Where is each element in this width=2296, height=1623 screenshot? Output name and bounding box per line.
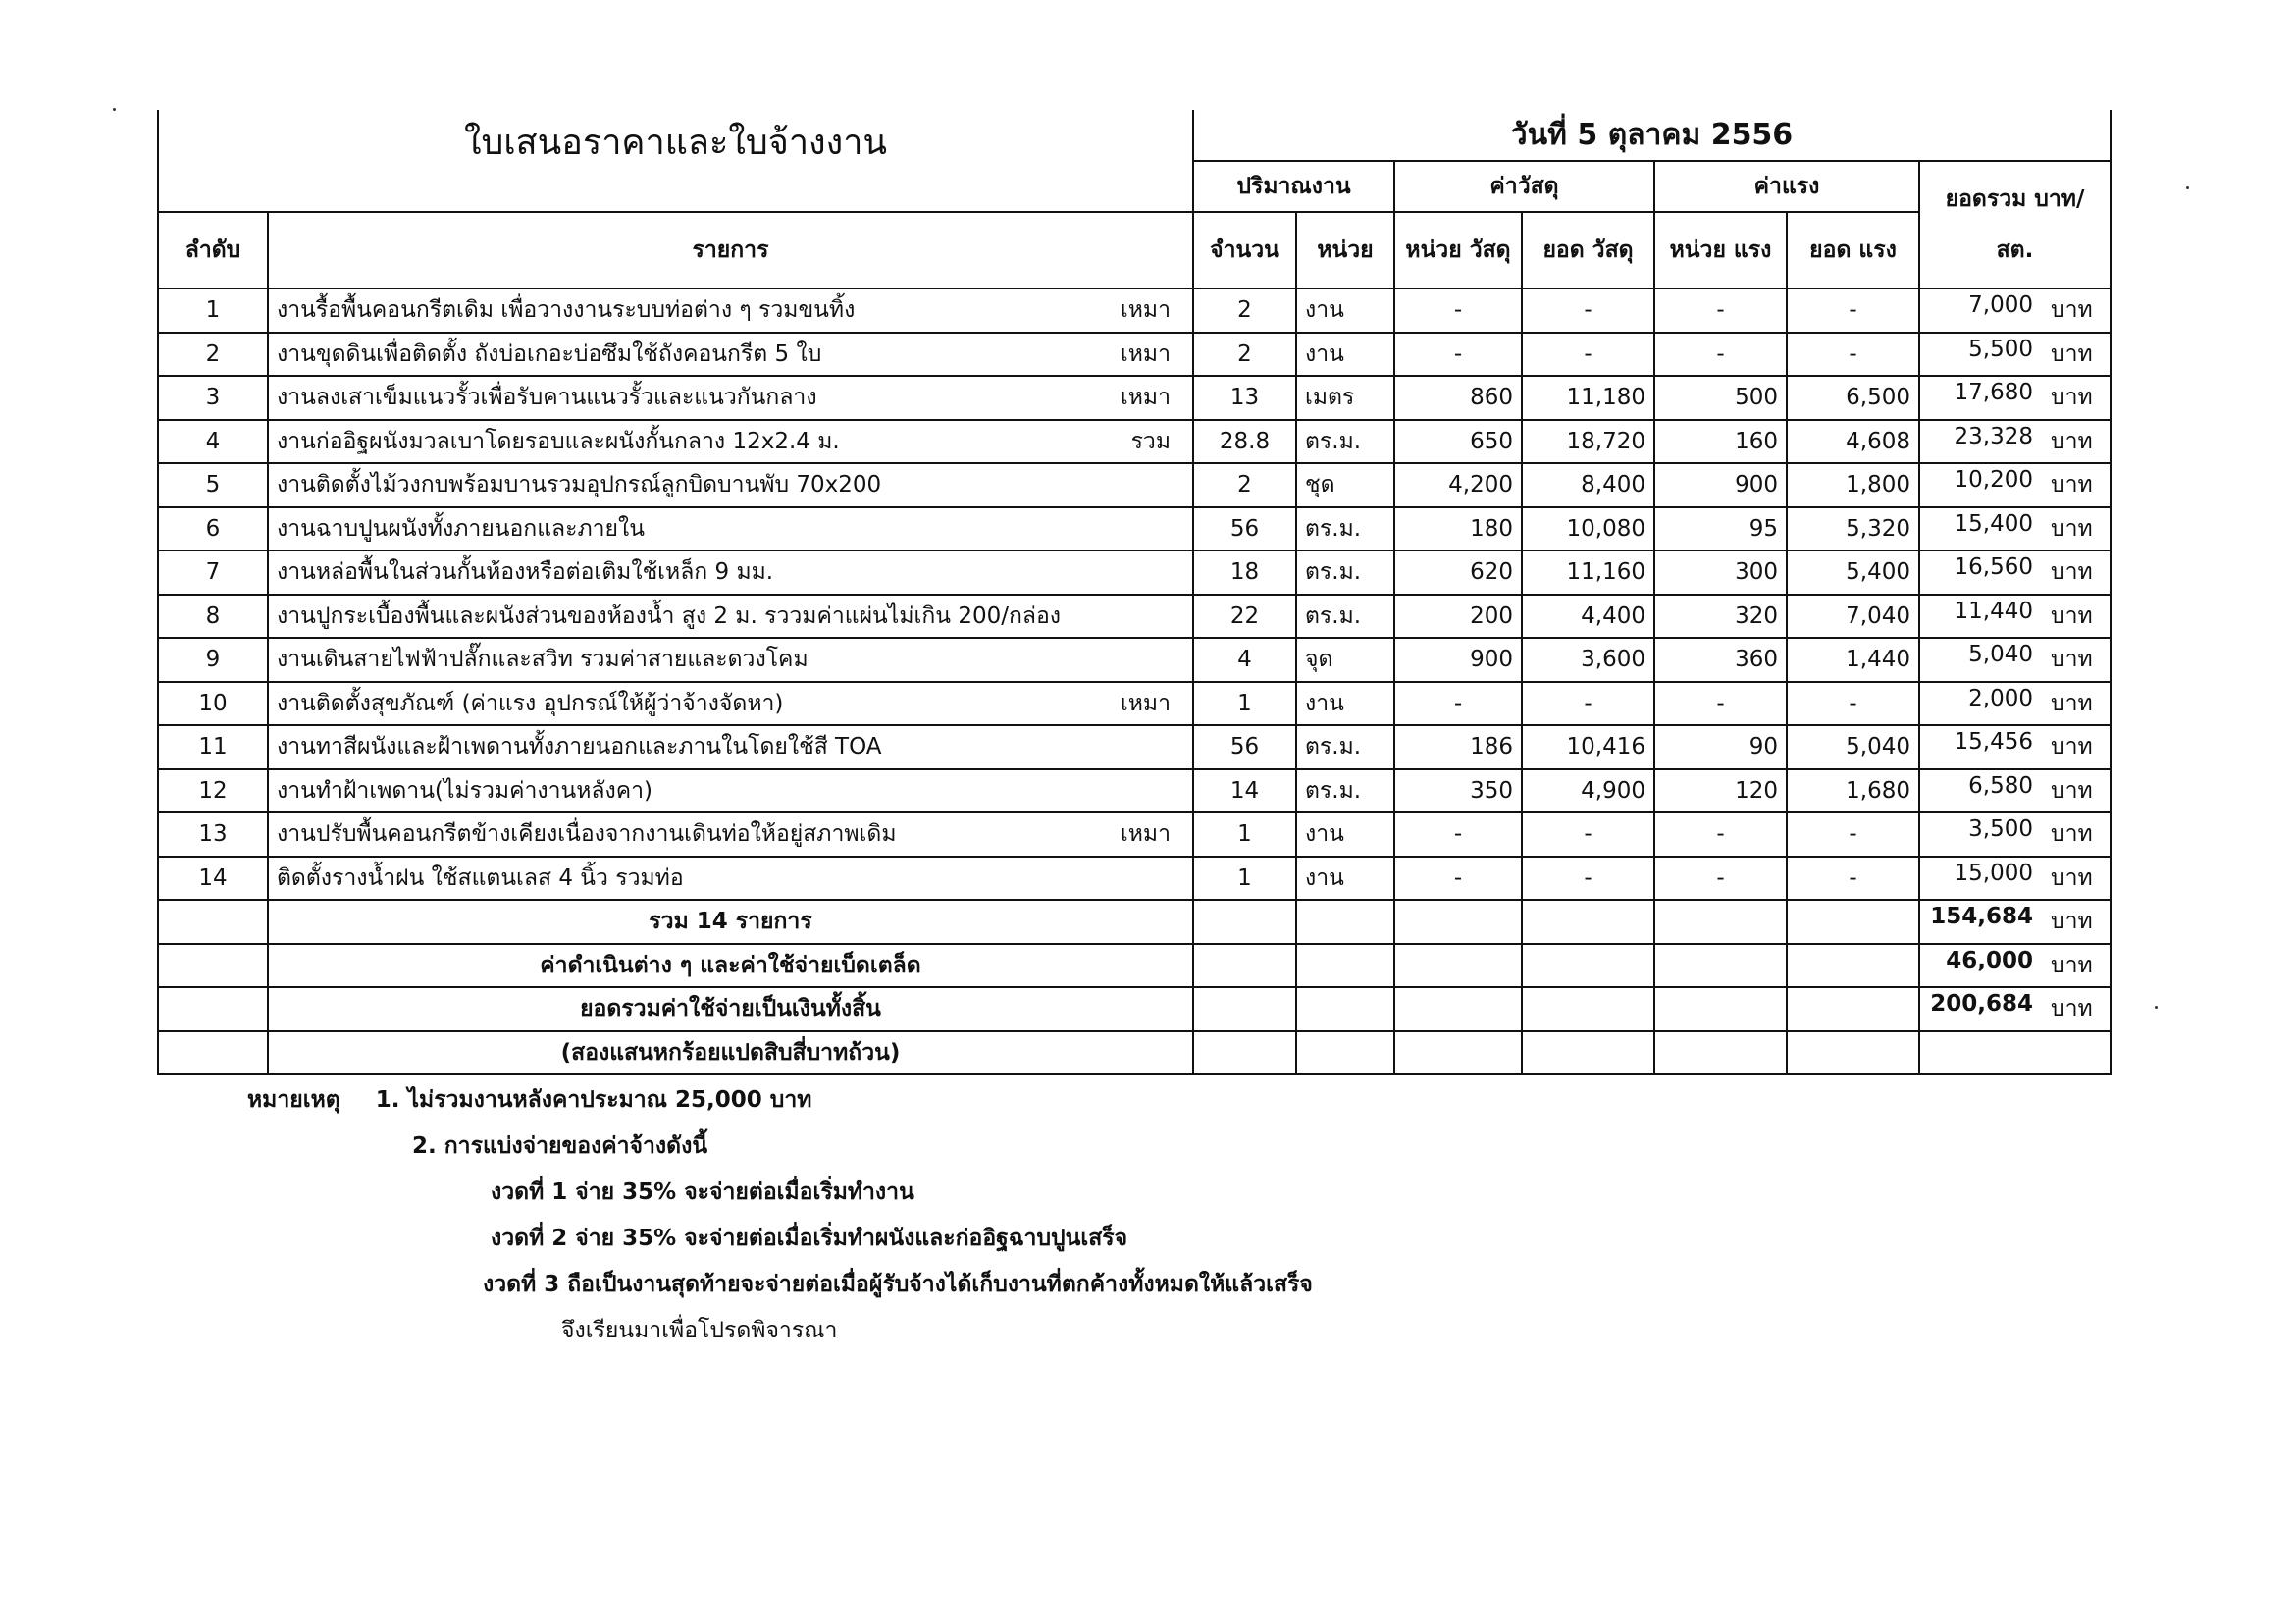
row-total: 2,000 <box>1968 685 2033 711</box>
row-lab-total: - <box>1787 812 1919 857</box>
row-mat-total: 4,400 <box>1522 595 1654 639</box>
summary-empty-cell <box>1522 944 1654 988</box>
summary-index-cell <box>158 900 268 944</box>
row-quantity: 56 <box>1193 725 1296 769</box>
summary-index-cell <box>158 987 268 1031</box>
row-total: 15,400 <box>1954 510 2033 537</box>
document-title-text: ใบเสนอราคาและใบจ้างงาน <box>463 123 888 163</box>
row-quantity: 4 <box>1193 638 1296 682</box>
row-mat-total: 10,080 <box>1522 507 1654 551</box>
row-unit: งาน <box>1296 812 1394 857</box>
summary-label: ยอดรวมค่าใช้จ่ายเป็นเงินทั้งสิ้น <box>268 987 1193 1031</box>
row-unit: ตร.ม. <box>1296 769 1394 813</box>
row-lab-unit: - <box>1654 288 1787 333</box>
row-description: งานหล่อพื้นในส่วนกั้นห้องหรือต่อเติมใช้เหล็ก 9 มม. <box>277 559 774 586</box>
row-description-cell <box>268 682 1193 726</box>
summary-empty-cell <box>1394 987 1522 1031</box>
row-total-wrap <box>1928 424 2102 459</box>
row-total-cell <box>1919 682 2111 726</box>
table-row <box>158 288 2111 333</box>
table-row <box>158 857 2111 901</box>
row-unit: งาน <box>1296 288 1394 333</box>
row-description-wrap <box>277 816 1184 852</box>
row-lab-total: 5,040 <box>1787 725 1919 769</box>
row-lab-total: - <box>1787 682 1919 726</box>
row-mat-total: 11,180 <box>1522 376 1654 420</box>
row-index: 10 <box>158 682 268 726</box>
header-quantity-group: ปริมาณงาน <box>1193 161 1394 212</box>
row-total: 11,440 <box>1954 598 2033 624</box>
row-lab-unit: 900 <box>1654 463 1787 507</box>
summary-empty-cell <box>1193 944 1296 988</box>
row-mat-total: 8,400 <box>1522 463 1654 507</box>
summary-empty-cell <box>1296 944 1394 988</box>
row-mat-unit: - <box>1394 682 1522 726</box>
row-unit: ตร.ม. <box>1296 725 1394 769</box>
row-description-cell <box>268 376 1193 420</box>
row-description-wrap <box>277 424 1184 459</box>
row-lab-total: 5,320 <box>1787 507 1919 551</box>
row-index: 1 <box>158 288 268 333</box>
row-total-wrap <box>1928 554 2102 590</box>
row-lab-total: 4,608 <box>1787 420 1919 464</box>
summary-index-cell <box>158 944 268 988</box>
summary-empty-cell <box>1787 1031 1919 1075</box>
row-description: งานรื้อพื้นคอนกรีตเดิม เพื่อวางงานระบบท่อต่าง ๆ รวมขนทิ้ง <box>277 297 856 324</box>
row-index: 8 <box>158 595 268 639</box>
row-quantity: 13 <box>1193 376 1296 420</box>
summary-total: 46,000 <box>1946 947 2033 973</box>
row-currency: บาท <box>2051 864 2093 891</box>
table-row <box>158 682 2111 726</box>
row-total: 7,000 <box>1968 292 2033 319</box>
summary-empty-cell <box>1654 900 1787 944</box>
row-lab-total: 1,440 <box>1787 638 1919 682</box>
row-description-cell <box>268 857 1193 901</box>
row-currency: บาท <box>2051 647 2093 673</box>
summary-empty-cell <box>1522 900 1654 944</box>
row-pricing-type: เหมา <box>1120 821 1171 848</box>
summary-label: รวม 14 รายการ <box>268 900 1193 944</box>
summary-total: 200,684 <box>1930 991 2033 1018</box>
row-total: 3,500 <box>1968 816 2033 843</box>
row-mat-total: 10,416 <box>1522 725 1654 769</box>
row-description-wrap <box>277 686 1184 721</box>
row-total: 10,200 <box>1954 467 2033 494</box>
row-quantity: 1 <box>1193 857 1296 901</box>
note-2: 2. การแบ่งจ่ายของค่าจ้างดังนี้ <box>412 1133 708 1159</box>
table-row <box>158 812 2111 857</box>
row-index: 2 <box>158 333 268 377</box>
row-mat-unit: 860 <box>1394 376 1522 420</box>
row-description-wrap <box>277 861 1184 896</box>
row-mat-total: - <box>1522 857 1654 901</box>
summary-total: 154,684 <box>1930 904 2033 930</box>
row-description: งานปูกระเบื้องพื้นและผนังส่วนของห้องน้ำ สูง 2 ม. รววมค่าแผ่นไม่เกิน 200/กล่อง <box>277 602 1062 629</box>
row-total-wrap <box>1928 773 2102 809</box>
row-mat-unit: - <box>1394 812 1522 857</box>
row-unit: ตร.ม. <box>1296 507 1394 551</box>
row-mat-unit: 4,200 <box>1394 463 1522 507</box>
row-total: 5,040 <box>1968 642 2033 668</box>
row-description-cell <box>268 550 1193 595</box>
row-description: งานทาสีผนังและฝ้าเพดานทั้งภายนอกและภานในโดยใช้สี TOA <box>277 734 882 760</box>
scan-speck <box>2155 1006 2158 1009</box>
row-mat-total: 18,720 <box>1522 420 1654 464</box>
row-quantity: 2 <box>1193 288 1296 333</box>
row-description: งานติดตั้งสุขภัณฑ์ (ค่าแรง อุปกรณ์ให้ผู้ว่าจ้างจัดหา) <box>277 690 784 716</box>
row-quantity: 22 <box>1193 595 1296 639</box>
table-row <box>158 550 2111 595</box>
row-total-cell <box>1919 288 2111 333</box>
row-unit: ตร.ม. <box>1296 420 1394 464</box>
installment-1: งวดที่ 1 จ่าย 35% จะจ่ายต่อเมื่อเริ่มทำงาน <box>491 1179 914 1205</box>
row-index: 4 <box>158 420 268 464</box>
summary-label: (สองแสนหกร้อยแปดสิบสี่บาทถ้วน) <box>268 1031 1193 1075</box>
row-total: 15,456 <box>1954 729 2033 756</box>
table-row <box>158 638 2111 682</box>
row-index: 14 <box>158 857 268 901</box>
summary-total-cell <box>1919 1031 2111 1075</box>
row-currency: บาท <box>2051 385 2093 411</box>
row-mat-unit: 200 <box>1394 595 1522 639</box>
row-mat-unit: 180 <box>1394 507 1522 551</box>
notes-section <box>247 1077 1313 1354</box>
row-description-wrap <box>277 467 1184 502</box>
row-currency: บาท <box>2051 777 2093 804</box>
row-total-wrap <box>1928 337 2102 372</box>
row-mat-total: 11,160 <box>1522 550 1654 595</box>
row-quantity: 14 <box>1193 769 1296 813</box>
closing-remark: จึงเรียนมาเพื่อโปรดพิจารณา <box>561 1318 838 1343</box>
row-index: 6 <box>158 507 268 551</box>
row-total: 17,680 <box>1954 380 2033 406</box>
row-unit: งาน <box>1296 333 1394 377</box>
row-pricing-type: เหมา <box>1120 340 1171 367</box>
table-row <box>158 595 2111 639</box>
table-row <box>158 333 2111 377</box>
row-total-cell <box>1919 376 2111 420</box>
row-currency: บาท <box>2051 515 2093 542</box>
row-currency: บาท <box>2051 472 2093 498</box>
row-lab-unit: 120 <box>1654 769 1787 813</box>
row-unit: เมตร <box>1296 376 1394 420</box>
row-description-cell <box>268 420 1193 464</box>
row-description: งานก่ออิฐผนังมวลเบาโดยรอบและผนังกั้นกลาง 12x2.4 ม. <box>277 428 840 454</box>
header-labor-group: ค่าแรง <box>1654 161 1919 212</box>
row-currency: บาท <box>2051 428 2093 454</box>
header-grand-total-text: ยอดรวม บาท/ สต. <box>1945 186 2085 263</box>
summary-empty-cell <box>1394 944 1522 988</box>
scan-speck <box>113 108 116 111</box>
row-description-wrap <box>277 642 1184 677</box>
row-lab-total: 1,800 <box>1787 463 1919 507</box>
note-1: 1. ไม่รวมงานหลังคาประมาณ 25,000 บาท <box>375 1087 812 1113</box>
row-quantity: 56 <box>1193 507 1296 551</box>
header-index: ลำดับ <box>158 212 268 288</box>
summary-empty-cell <box>1394 1031 1522 1075</box>
row-mat-total: 3,600 <box>1522 638 1654 682</box>
row-total-wrap <box>1928 816 2102 852</box>
header-quantity: จำนวน <box>1193 212 1296 288</box>
row-total-cell <box>1919 550 2111 595</box>
row-index: 9 <box>158 638 268 682</box>
row-total-wrap <box>1928 467 2102 502</box>
row-mat-total: - <box>1522 288 1654 333</box>
row-unit: ชุด <box>1296 463 1394 507</box>
summary-empty-cell <box>1394 900 1522 944</box>
row-lab-total: 6,500 <box>1787 376 1919 420</box>
summary-row <box>158 944 2111 988</box>
summary-currency: บาท <box>2051 952 2093 978</box>
row-lab-unit: 160 <box>1654 420 1787 464</box>
summary-empty-cell <box>1654 987 1787 1031</box>
summary-empty-cell <box>1296 900 1394 944</box>
summary-total-cell <box>1919 987 2111 1031</box>
row-total-cell <box>1919 507 2111 551</box>
row-description-wrap <box>277 292 1184 328</box>
row-mat-unit: 620 <box>1394 550 1522 595</box>
row-mat-unit: 186 <box>1394 725 1522 769</box>
row-mat-total: 4,900 <box>1522 769 1654 813</box>
summary-total-cell <box>1919 944 2111 988</box>
row-lab-unit: - <box>1654 333 1787 377</box>
summary-empty-cell <box>1296 1031 1394 1075</box>
summary-empty-cell <box>1296 987 1394 1031</box>
row-index: 3 <box>158 376 268 420</box>
table-row <box>158 769 2111 813</box>
row-total-wrap <box>1928 686 2102 721</box>
row-total-cell <box>1919 463 2111 507</box>
row-description-wrap <box>277 554 1184 590</box>
row-total-cell <box>1919 595 2111 639</box>
row-description-cell <box>268 812 1193 857</box>
row-total-cell <box>1919 812 2111 857</box>
row-lab-unit: 320 <box>1654 595 1787 639</box>
summary-total-wrap <box>1928 991 2102 1026</box>
row-lab-total: - <box>1787 333 1919 377</box>
row-quantity: 1 <box>1193 682 1296 726</box>
table-row <box>158 420 2111 464</box>
row-pricing-type: รวม <box>1130 428 1171 454</box>
installment-3: งวดที่ 3 ถือเป็นงานสุดท้ายจะจ่ายต่อเมื่อผู้รับจ้างได้เก็บงานที่ตกค้างทั้งหมดให้แล้วเสร็จ <box>483 1272 1313 1297</box>
row-mat-unit: - <box>1394 288 1522 333</box>
header-material-unit-price: หน่วย วัสดุ <box>1394 212 1522 288</box>
row-quantity: 2 <box>1193 463 1296 507</box>
row-description-wrap <box>277 380 1184 415</box>
row-currency: บาท <box>2051 734 2093 760</box>
row-description: ติดตั้งรางน้ำฝน ใช้สแตนเลส 4 นิ้ว รวมท่อ <box>277 864 684 891</box>
summary-empty-cell <box>1522 987 1654 1031</box>
row-total-cell <box>1919 333 2111 377</box>
row-total: 15,000 <box>1954 860 2033 886</box>
summary-empty-cell <box>1193 900 1296 944</box>
row-description-cell <box>268 507 1193 551</box>
quotation-table <box>157 110 2112 1075</box>
document-date-text: วันที่ 5 ตุลาคม 2556 <box>1510 118 1794 152</box>
row-index: 7 <box>158 550 268 595</box>
summary-empty-cell <box>1522 1031 1654 1075</box>
row-total-cell <box>1919 725 2111 769</box>
row-description: งานเดินสายไฟฟ้าปลั๊กและสวิท รวมค่าสายและดวงโคม <box>277 647 809 673</box>
table-row <box>158 376 2111 420</box>
row-index: 11 <box>158 725 268 769</box>
row-total: 5,500 <box>1968 336 2033 362</box>
header-labor-total: ยอด แรง <box>1787 212 1919 288</box>
row-total-wrap <box>1928 729 2102 764</box>
row-mat-total: - <box>1522 333 1654 377</box>
row-description-cell <box>268 725 1193 769</box>
row-mat-total: - <box>1522 682 1654 726</box>
summary-total-cell <box>1919 900 2111 944</box>
note-line-1 <box>247 1077 1313 1124</box>
row-unit: งาน <box>1296 682 1394 726</box>
row-description: งานฉาบปูนผนังทั้งภายนอกและภายใน <box>277 515 645 542</box>
notes-heading: หมายเหตุ <box>247 1087 340 1113</box>
summary-empty-cell <box>1787 944 1919 988</box>
row-total-cell <box>1919 857 2111 901</box>
row-description: งานติดตั้งไม้วงกบพร้อมบานรวมอุปกรณ์ลูกบิดบานพับ 70x200 <box>277 472 882 498</box>
row-description: งานปรับพื้นคอนกรีตข้างเคียงเนื่องจากงานเดินท่อให้อยู่สภาพเดิม <box>277 821 897 848</box>
header-material-total: ยอด วัสดุ <box>1522 212 1654 288</box>
header-material-group: ค่าวัสดุ <box>1394 161 1654 212</box>
row-index: 12 <box>158 769 268 813</box>
summary-total-wrap <box>1928 948 2102 983</box>
row-unit: จุด <box>1296 638 1394 682</box>
row-index: 5 <box>158 463 268 507</box>
row-description-cell <box>268 638 1193 682</box>
row-unit: ตร.ม. <box>1296 595 1394 639</box>
header-description: รายการ <box>268 212 1193 288</box>
row-description-cell <box>268 595 1193 639</box>
row-total-wrap <box>1928 292 2102 328</box>
summary-empty-cell <box>1654 944 1787 988</box>
row-pricing-type: เหมา <box>1120 297 1171 324</box>
row-lab-unit: 95 <box>1654 507 1787 551</box>
summary-row <box>158 900 2111 944</box>
summary-total-wrap <box>1928 904 2102 939</box>
header-unit: หน่วย <box>1296 212 1394 288</box>
row-unit: ตร.ม. <box>1296 550 1394 595</box>
table-row <box>158 725 2111 769</box>
row-total-cell <box>1919 420 2111 464</box>
summary-empty-cell <box>1193 1031 1296 1075</box>
row-pricing-type: เหมา <box>1120 385 1171 411</box>
row-mat-unit: 650 <box>1394 420 1522 464</box>
row-lab-unit: 500 <box>1654 376 1787 420</box>
summary-label: ค่าดำเนินต่าง ๆ และค่าใช้จ่ายเบ็ดเตล็ด <box>268 944 1193 988</box>
row-total-wrap <box>1928 861 2102 896</box>
row-description: งานขุดดินเพื่อติดตั้ง ถังบ่อเกอะบ่อซึมใช้ถังคอนกรีต 5 ใบ <box>277 340 822 367</box>
row-lab-total: 1,680 <box>1787 769 1919 813</box>
row-lab-total: - <box>1787 857 1919 901</box>
summary-empty-cell <box>1193 987 1296 1031</box>
row-total-cell <box>1919 769 2111 813</box>
row-total-cell <box>1919 638 2111 682</box>
summary-currency: บาท <box>2051 909 2093 935</box>
row-description-wrap <box>277 729 1184 764</box>
header-labor-unit-price: หน่วย แรง <box>1654 212 1787 288</box>
row-quantity: 28.8 <box>1193 420 1296 464</box>
row-index: 13 <box>158 812 268 857</box>
summary-row <box>158 987 2111 1031</box>
row-lab-unit: - <box>1654 812 1787 857</box>
table-row <box>158 507 2111 551</box>
row-total: 16,560 <box>1954 554 2033 581</box>
row-currency: บาท <box>2051 690 2093 716</box>
summary-empty-cell <box>1787 900 1919 944</box>
row-description-wrap <box>277 599 1184 634</box>
row-description-cell <box>268 333 1193 377</box>
row-currency: บาท <box>2051 602 2093 629</box>
summary-empty-cell <box>1654 1031 1787 1075</box>
row-description-wrap <box>277 773 1184 809</box>
row-unit: งาน <box>1296 857 1394 901</box>
table-row <box>158 463 2111 507</box>
row-lab-unit: - <box>1654 682 1787 726</box>
row-total-wrap <box>1928 380 2102 415</box>
row-mat-unit: 900 <box>1394 638 1522 682</box>
row-quantity: 1 <box>1193 812 1296 857</box>
row-total: 6,580 <box>1968 772 2033 799</box>
row-lab-unit: 300 <box>1654 550 1787 595</box>
row-lab-unit: - <box>1654 857 1787 901</box>
row-description: งานลงเสาเข็มแนวรั้วเพื่อรับคานแนวรั้วและแนวกันกลาง <box>277 385 817 411</box>
installment-2: งวดที่ 2 จ่าย 35% จะจ่ายต่อเมื่อเริ่มทำผนังและก่ออิฐฉาบปูนเสร็จ <box>491 1226 1128 1251</box>
row-pricing-type: เหมา <box>1120 690 1171 716</box>
row-currency: บาท <box>2051 340 2093 367</box>
row-lab-total: - <box>1787 288 1919 333</box>
row-description-cell <box>268 288 1193 333</box>
row-lab-unit: 360 <box>1654 638 1787 682</box>
row-total-wrap <box>1928 642 2102 677</box>
row-description-wrap <box>277 511 1184 547</box>
row-mat-total: - <box>1522 812 1654 857</box>
row-total: 23,328 <box>1954 423 2033 449</box>
document-date <box>1193 110 2111 161</box>
row-currency: บาท <box>2051 559 2093 586</box>
row-mat-unit: - <box>1394 857 1522 901</box>
row-mat-unit: - <box>1394 333 1522 377</box>
row-currency: บาท <box>2051 297 2093 324</box>
row-description-cell <box>268 463 1193 507</box>
row-lab-total: 7,040 <box>1787 595 1919 639</box>
row-currency: บาท <box>2051 821 2093 848</box>
row-total-wrap <box>1928 599 2102 634</box>
row-lab-unit: 90 <box>1654 725 1787 769</box>
row-quantity: 2 <box>1193 333 1296 377</box>
document-title <box>158 110 1193 212</box>
row-total-wrap <box>1928 511 2102 547</box>
summary-row <box>158 1031 2111 1075</box>
summary-currency: บาท <box>2051 996 2093 1022</box>
row-description-cell <box>268 769 1193 813</box>
row-quantity: 18 <box>1193 550 1296 595</box>
row-description-wrap <box>277 337 1184 372</box>
scan-speck <box>2186 186 2189 189</box>
row-mat-unit: 350 <box>1394 769 1522 813</box>
header-grand-total <box>1919 161 2111 288</box>
row-lab-total: 5,400 <box>1787 550 1919 595</box>
row-description: งานทำฝ้าเพดาน(ไม่รวมค่างานหลังคา) <box>277 777 652 804</box>
summary-index-cell <box>158 1031 268 1075</box>
summary-empty-cell <box>1787 987 1919 1031</box>
